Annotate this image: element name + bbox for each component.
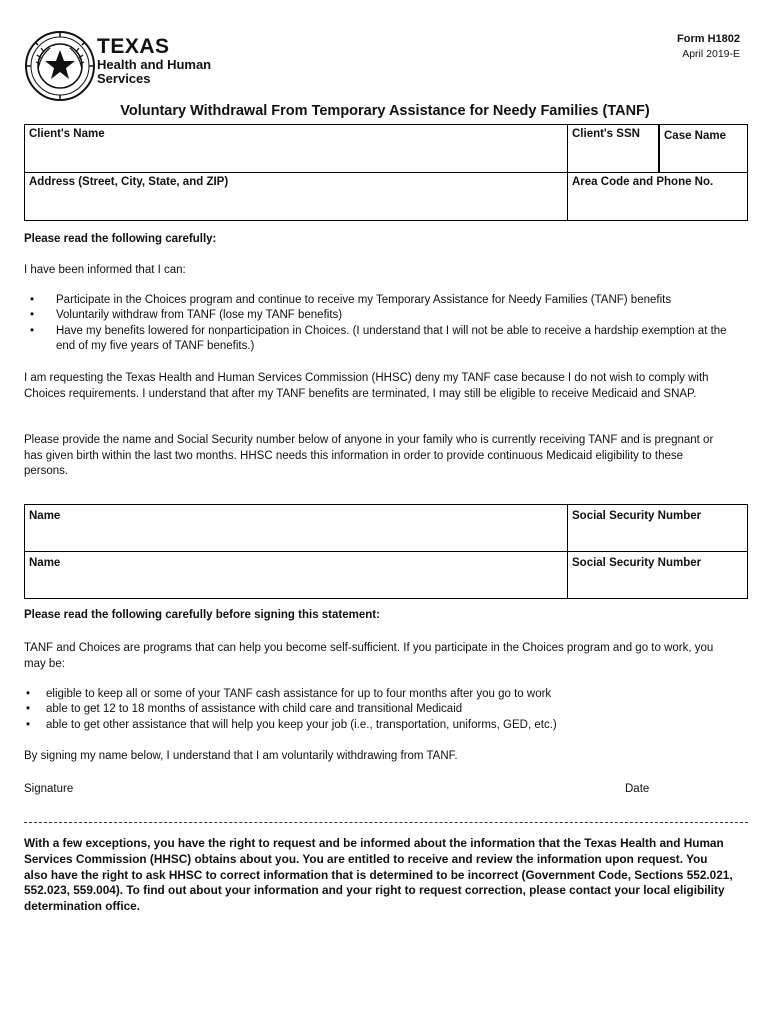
agency-name — [97, 36, 211, 85]
address-field[interactable] — [25, 173, 568, 221]
list-item: • able to get 12 to 18 months of assistance with child care and transitional Medicaid — [24, 702, 724, 717]
family-name-label-1: Name — [29, 510, 61, 522]
list-item: • Have my benefits lowered for nonparticipation in Choices. (I understand that I will not be able to receive a hardship exemption at the end of my five years of TANF benefits.) — [24, 324, 744, 355]
clients-name-field[interactable] — [25, 125, 568, 173]
family-name-field-1[interactable] — [25, 505, 568, 552]
section1-bullet-list — [24, 293, 744, 355]
privacy-notice: With a few exceptions, you have the right to request and be informed about the information that the Texas Health and Human Services Commission (HHSC) obtains about you. You are entitled to receive and review the information upon request. You also have the right to ask HHSC to correct information that is determined to be incorrect (Government Code, Sections 552.021, 552.023, 559.004). To find out about your information and your right to request correction, please contact your local eligibility determination office. — [24, 836, 733, 914]
divider — [24, 822, 748, 823]
form-number-block — [677, 32, 740, 61]
phone-label: Area Code and Phone No. — [572, 176, 714, 188]
clients-ssn-label: Client's SSN — [572, 128, 640, 140]
clients-name-label: Client's Name — [29, 128, 105, 140]
phone-field[interactable] — [568, 173, 748, 221]
family-name-label-2: Name — [29, 557, 61, 569]
family-ssn-field-1[interactable] — [568, 505, 748, 552]
case-name-label: Case Name — [664, 130, 727, 142]
family-members-table — [24, 504, 748, 599]
section2-bullet-list — [24, 687, 724, 733]
list-item: • eligible to keep all or some of your TANF cash assistance for up to four months after you go to work — [24, 687, 724, 702]
signature-label: Signature — [24, 783, 74, 795]
list-item: • Participate in the Choices program and continue to receive my Temporary Assistance for Needy Families (TANF) benefits — [24, 293, 744, 308]
section2-intro: TANF and Choices are programs that can help you become self-sufficient. If you participate in the Choices program and go to work, you may be: — [24, 642, 714, 670]
family-ssn-label-1: Social Security Number — [572, 510, 702, 522]
agency-state: TEXAS — [97, 35, 170, 58]
client-info-table — [24, 124, 748, 221]
clients-ssn-field[interactable] — [568, 125, 660, 173]
family-name-field-2[interactable] — [25, 552, 568, 599]
agency-line-1: Health and Human — [97, 57, 212, 73]
form-title: Voluntary Withdrawal From Temporary Assistance for Needy Families (TANF) — [120, 103, 650, 119]
case-name-field[interactable] — [659, 125, 748, 173]
family-ssn-field-2[interactable] — [568, 552, 748, 599]
list-item: • Voluntarily withdraw from TANF (lose my TANF benefits) — [24, 308, 744, 323]
address-label: Address (Street, City, State, and ZIP) — [29, 176, 229, 188]
texas-seal-logo — [24, 30, 96, 102]
section2-heading: Please read the following carefully before signing this statement: — [24, 609, 380, 621]
agency-line-2: Services — [97, 70, 151, 86]
form-number: Form H1802 — [677, 33, 740, 45]
family-ssn-label-2: Social Security Number — [572, 557, 702, 569]
signing-statement: By signing my name below, I understand that I am voluntarily withdrawing from TANF. — [24, 750, 458, 762]
date-label: Date — [625, 783, 650, 795]
list-item: • able to get other assistance that will help you keep your job (i.e., transportation, uniforms, GED, etc.) — [24, 718, 724, 733]
section1-paragraph-1: I am requesting the Texas Health and Human Services Commission (HHSC) deny my TANF case because I do not wish to comply with Choices requirements. I understand that after my TANF benefits are terminated, I may still be eligible to receive Medicaid and SNAP. — [24, 372, 709, 400]
section1-paragraph-2: Please provide the name and Social Security number below of anyone in your family who is currently receiving TANF and is pregnant or has given birth within the last two months. HHSC needs this information in order to provide continuous Medicaid eligibility to these persons. — [24, 434, 714, 478]
form-date: April 2019-E — [682, 47, 740, 60]
section1-heading: Please read the following carefully: — [24, 233, 217, 245]
section1-intro: I have been informed that I can: — [24, 264, 186, 276]
